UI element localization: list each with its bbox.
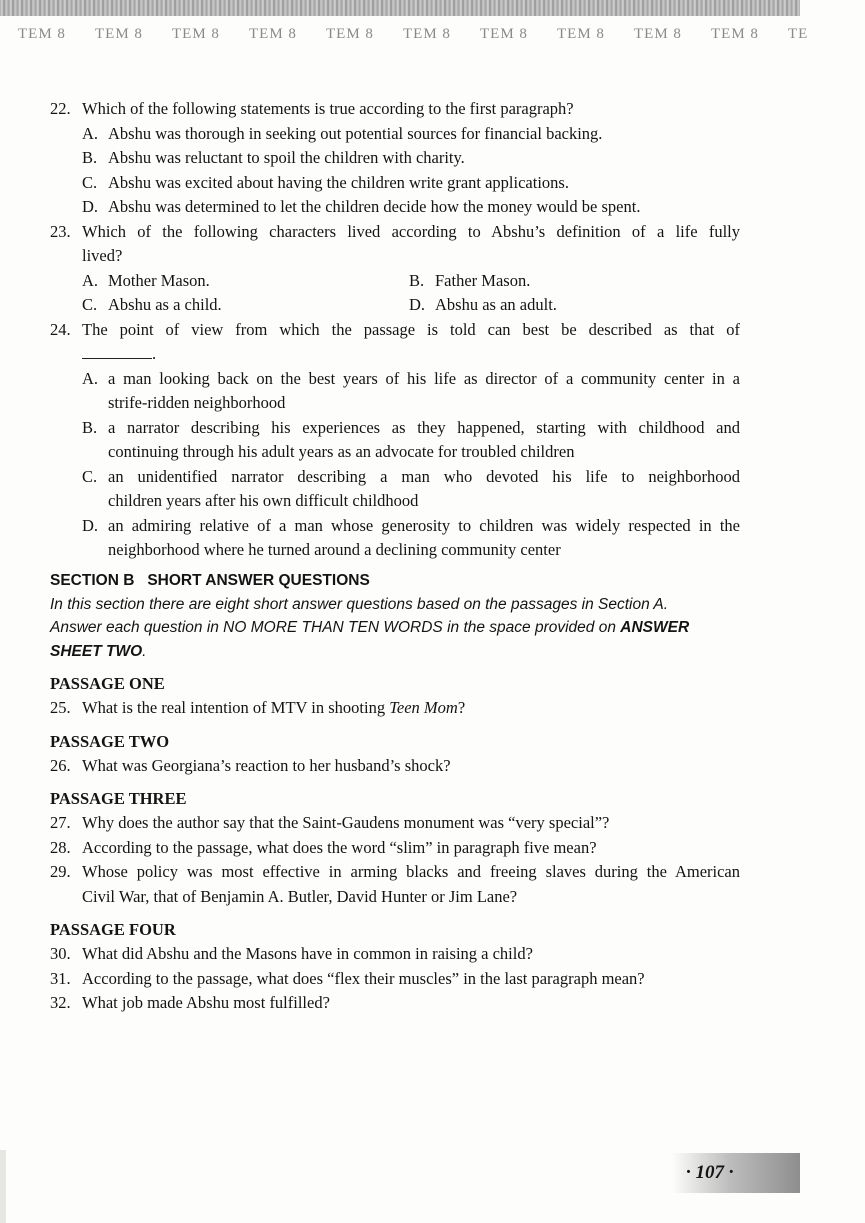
option-d: [409, 293, 736, 318]
question-number: 22.: [50, 99, 71, 118]
question-text-continued: lived?: [82, 246, 123, 265]
question-text-start: What is the real intention of MTV in shooting: [82, 698, 390, 717]
header-tag: TEM 8: [711, 26, 759, 42]
question-number: 23.: [50, 221, 71, 241]
option-text-continued: children years after his own difficult childhood: [108, 491, 419, 510]
page-number: · 107 ·: [672, 1153, 800, 1193]
option-text: Abshu was reluctant to spoil the children with charity.: [108, 148, 465, 167]
question-31: [50, 967, 740, 992]
question-number: 29.: [50, 862, 71, 881]
section-instructions: [50, 616, 740, 640]
instruction-text: Answer each question in NO MORE THAN TEN WORDS in the space provided on: [50, 619, 621, 636]
question-text: What job made Abshu most fulfilled?: [82, 993, 330, 1012]
option-a: [50, 367, 740, 392]
option-text: Abshu was excited about having the children write grant applications.: [108, 172, 569, 192]
option-letter: C.: [82, 295, 98, 314]
option-letter: B.: [409, 270, 425, 290]
header-tag: TEM 8: [480, 26, 528, 42]
option-b: [50, 416, 740, 441]
passage-three-title: PASSAGE THREE: [50, 789, 187, 808]
option-a: [50, 122, 740, 147]
question-number: 32.: [50, 993, 71, 1012]
scan-edge-mark: [0, 1150, 6, 1223]
header-tag: TEM 8: [403, 26, 451, 42]
blank-period: .: [152, 344, 157, 363]
option-d: [50, 195, 740, 220]
option-text: a narrator describing his experiences as they happened, starting with childhood and: [108, 417, 740, 437]
header-tag: TEM 8: [18, 26, 66, 42]
passage-four-title: PASSAGE FOUR: [50, 920, 176, 939]
page-content: [50, 97, 740, 1016]
section-instructions: In this section there are eight short answer questions based on the passages in Section A.: [50, 595, 669, 613]
question-text: Whose policy was most effective in arming blacks and freeing slaves during the American: [82, 862, 740, 881]
answer-blank: [82, 344, 152, 359]
question-22: [50, 97, 740, 122]
header-tag: TEM 8: [557, 26, 605, 42]
option-letter: C.: [82, 172, 98, 192]
answer-sheet-label: SHEET TWO: [50, 642, 143, 660]
question-28: [50, 836, 740, 861]
question-number: 25.: [50, 698, 71, 717]
question-number: 27.: [50, 813, 71, 832]
option-b: [50, 146, 740, 171]
section-b-title: SECTION B SHORT ANSWER QUESTIONS: [50, 571, 370, 589]
option-c: [50, 465, 740, 490]
option-text: Mother Mason.: [108, 270, 210, 290]
option-text: an admiring relative of a man whose generosity to children was widely respected in the: [108, 515, 740, 535]
option-letter: A.: [82, 123, 99, 143]
show-title: Teen Mom: [389, 698, 458, 717]
option-letter: D.: [82, 515, 99, 535]
question-25: [50, 696, 740, 721]
header-tag: TEM 8: [172, 26, 220, 42]
option-letter: A.: [82, 270, 99, 290]
option-text: a man looking back on the best years of his life as director of a community center in a: [108, 368, 740, 388]
question-text: The point of view from which the passage is told can best be described as that of: [82, 319, 740, 339]
question-32: [50, 991, 740, 1016]
option-row: [50, 293, 740, 318]
question-number: 31.: [50, 968, 71, 988]
option-text: Father Mason.: [435, 270, 531, 290]
question-number: 24.: [50, 319, 71, 339]
question-text: Which of the following statements is true according to the first paragraph?: [82, 99, 574, 118]
question-26: [50, 754, 740, 779]
header-tag: TEM 8: [95, 26, 143, 42]
scan-edge-band: [0, 0, 800, 16]
option-a: [82, 269, 409, 294]
option-text: Abshu as an adult.: [435, 295, 557, 314]
question-23: [50, 220, 740, 245]
option-letter: B.: [82, 148, 98, 167]
question-text: What did Abshu and the Masons have in common in raising a child?: [82, 944, 533, 963]
option-row: [50, 269, 740, 294]
question-text: [82, 696, 465, 721]
question-text: Why does the author say that the Saint-Gaudens monument was “very special”?: [82, 813, 610, 832]
option-letter: D.: [82, 197, 99, 216]
section-instructions: [50, 640, 740, 664]
option-text-continued: neighborhood where he turned around a declining community center: [108, 540, 561, 559]
passage-two-title: PASSAGE TWO: [50, 731, 170, 751]
question-text: According to the passage, what does “flex their muscles” in the last paragraph mean?: [82, 968, 645, 988]
instruction-text: .: [142, 642, 147, 660]
option-text: an unidentified narrator describing a man who devoted his life to neighborhood: [108, 466, 740, 486]
question-text: According to the passage, what does the word “slim” in paragraph five mean?: [82, 837, 597, 857]
answer-blank-line: [50, 342, 740, 367]
header-tag: TEM 8: [249, 26, 297, 42]
header-tag: TEM 8: [634, 26, 682, 42]
option-c: [82, 293, 409, 318]
option-text-continued: continuing through his adult years as an advocate for troubled children: [108, 442, 575, 461]
option-letter: C.: [82, 466, 98, 486]
question-mark: ?: [457, 698, 466, 717]
option-letter: D.: [409, 295, 426, 314]
running-header: [0, 26, 809, 48]
option-b: [409, 269, 736, 294]
question-27: [50, 811, 740, 836]
option-letter: B.: [82, 417, 98, 437]
option-text: Abshu as a child.: [108, 295, 222, 314]
question-24: [50, 318, 740, 343]
question-number: 30.: [50, 944, 71, 963]
option-letter: A.: [82, 368, 99, 388]
option-text: Abshu was determined to let the children decide how the money would be spent.: [108, 197, 641, 216]
option-c: [50, 171, 740, 196]
header-tag: TEM 8: [326, 26, 374, 42]
question-29: [50, 860, 740, 885]
question-text: Which of the following characters lived according to Abshu’s definition of a life fully: [82, 221, 740, 241]
question-text: What was Georgiana’s reaction to her husband’s shock?: [82, 755, 451, 775]
question-number: 26.: [50, 755, 71, 775]
header-tag: TE: [788, 26, 809, 42]
option-text-continued: strife-ridden neighborhood: [108, 393, 286, 412]
question-number: 28.: [50, 837, 71, 857]
option-text: Abshu was thorough in seeking out potential sources for financial backing.: [108, 123, 603, 143]
option-d: [50, 514, 740, 539]
question-30: [50, 942, 740, 967]
answer-sheet-label: ANSWER: [620, 619, 690, 636]
passage-one-title: PASSAGE ONE: [50, 674, 165, 693]
question-text-continued: Civil War, that of Benjamin A. Butler, David Hunter or Jim Lane?: [82, 886, 518, 906]
